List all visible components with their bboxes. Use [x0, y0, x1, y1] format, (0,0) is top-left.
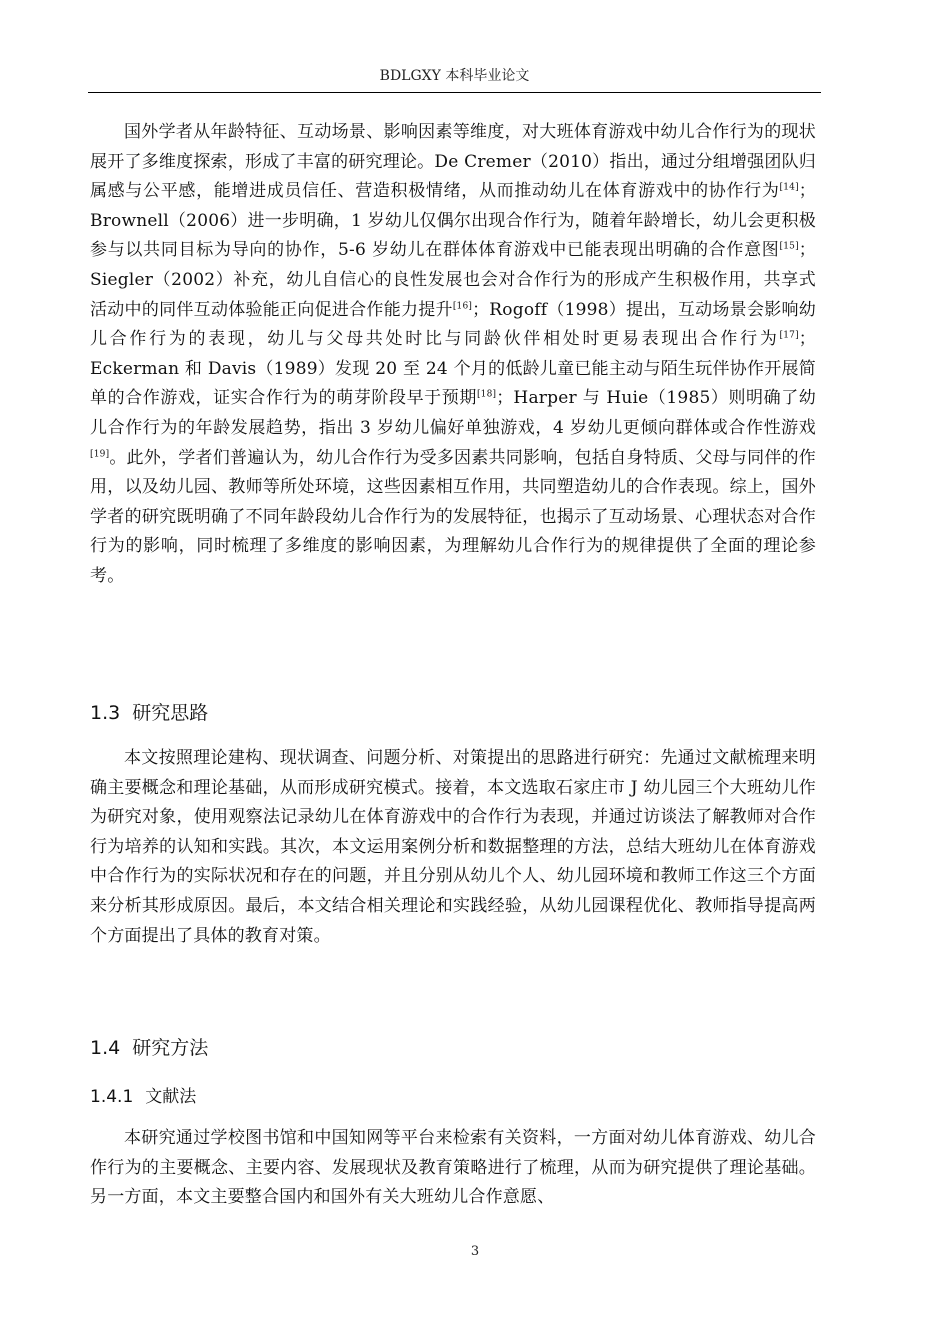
page-number: 3 [470, 1244, 480, 1259]
paragraph-literature-method: 本研究通过学校图书馆和中国知网等平台来检索有关资料，一方面对幼儿体育游戏、幼儿合作行为的主要概念、主要内容、发展现状及教育策略进行了梳理，从而为研究提供了理论基础。另一方面，本文主要整合国内和国外有关大班幼儿合作意愿、 [90, 1128, 816, 1208]
citation: [15] [779, 241, 799, 252]
citation: [16] [452, 300, 473, 311]
citation: [19] [90, 448, 110, 459]
citation: [14] [779, 182, 799, 193]
heading-title: 研究思路 [132, 702, 209, 724]
para-text: ；Siegler（2002）补充，幼儿自信心的良性发展也会对合作行为的形成产生积极作用，共享式活动中的同伴互动体验能正向促进合作能力提升 [90, 240, 816, 320]
para-text: 。此外，学者们普遍认为，幼儿合作行为受多因素共同影响，包括自身特质、父母与同伴的作用，以及幼儿园、教师等所处环境，这些因素相互作用，共同塑造幼儿的合作表现。综上，国外学者的研究既明确了不同年龄段幼儿合作行为的发展特征，也揭示了互动场景、心理状态对合作行为的影响，同时梳理了多维度的影响因素，为理解幼儿合作行为的规律提供了全面的理论参考。 [90, 447, 816, 586]
heading-number: 1.4 [90, 1037, 121, 1059]
citation: [17] [779, 330, 799, 341]
paragraph-research-approach: 本文按照理论建构、现状调查、问题分析、对策提出的思路进行研究：先通过文献梳理来明确主要概念和理论基础，从而形成研究模式。接着，本文选取石家庄市 J 幼儿园三个大班幼儿作为研究对象，使用观察法记录幼儿在体育游戏中的合作行为表现，并通过访谈法了解教师对合作行为培养的认知和实践。其次，本文运用案例分析和数据整理的方法，总结大班幼儿在体育游戏中合作行为的实际状况和存在的问题，并且分别从幼儿个人、幼儿园环境和教师工作这三个方面来分析其形成原因。最后，本文结合相关理论和实践经验，从幼儿园课程优化、教师指导提高两个方面提出了具体的教育对策。 [90, 748, 816, 946]
paragraph-foreign-research [90, 118, 816, 592]
para-text: 国外学者从年龄特征、互动场景、影响因素等维度，对大班体育游戏中幼儿合作行为的现状展开了多维度探索，形成了丰富的研究理论。De Cremer（2010）指出，通过分组增强团队归属感与公平感，能增进成员信任、营造积极情绪，从而推动幼儿在体育游戏中的协作行为 [90, 122, 816, 202]
heading-title: 文献法 [145, 1087, 197, 1107]
citation: [18] [476, 389, 497, 400]
heading-number: 1.4.1 [90, 1087, 134, 1107]
para-text: ；Eckerman 和 Davis（1989）发现 20 至 24 个月的低龄儿童已能主动与陌生玩伴协作开展简单的合作游戏，证实合作行为的萌芽阶段早于预期 [90, 329, 816, 409]
section-heading-1-4 [90, 1035, 208, 1061]
subsection-heading-1-4-1 [90, 1085, 196, 1109]
heading-title: 研究方法 [132, 1037, 209, 1059]
heading-number: 1.3 [90, 702, 121, 724]
section-heading-1-3 [90, 700, 208, 726]
para-text: ；Harper 与 Huie（1985）则明确了幼儿合作行为的年龄发展趋势，指出 3 岁幼儿偏好单独游戏，4 岁幼儿更倾向群体或合作性游戏 [90, 388, 817, 438]
header-divider [88, 92, 821, 93]
para-text: ；Rogoff（1998）提出，互动场景会影响幼儿合作行为的表现，幼儿与父母共处时比与同龄伙伴相处时更易表现出合作行为 [90, 299, 816, 350]
running-header: BDLGXY 本科毕业论文 [379, 68, 530, 84]
para-text: ；Brownell（2006）进一步明确，1 岁幼儿仅偶尔出现合作行为，随着年龄增长，幼儿会更积极参与以共同目标为导向的协作，5-6 岁幼儿在群体体育游戏中已能表现出明确的合作意图 [90, 181, 816, 261]
